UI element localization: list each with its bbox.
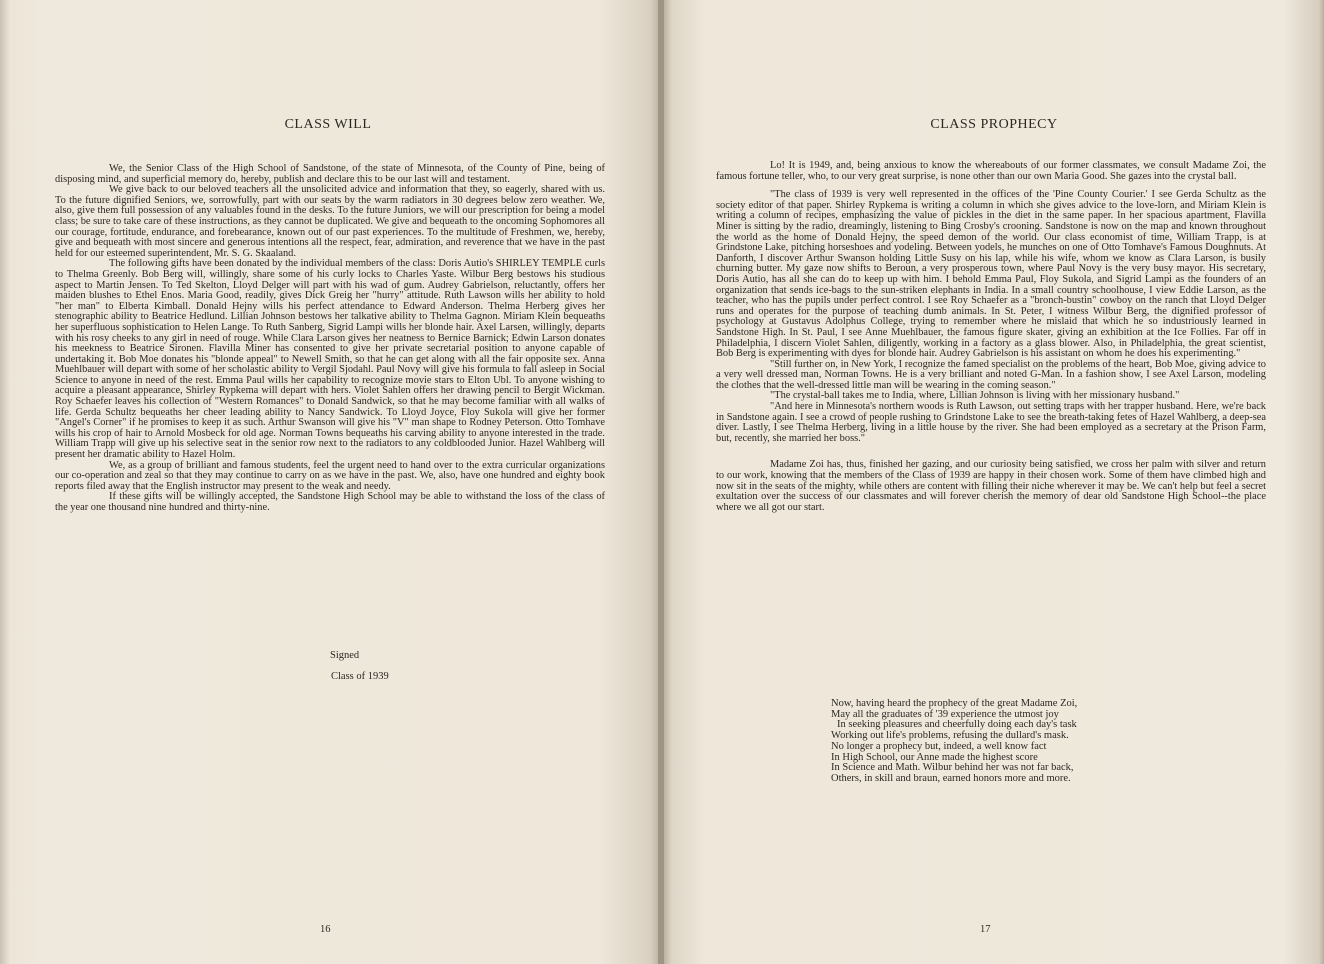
page-number: 16 [320, 924, 331, 935]
paragraph: We, the Senior Class of the High School of Sandstone, of the state of Minnesota, of the County of Pine, being of disposing mind, and superficial memory do, hereby, publish and declare this to be our last will and testament. [55, 163, 605, 185]
paragraph: "The class of 1939 is very well represented in the offices of the 'Pine County Courier.' I see Gerda Schultz as the society editor of that paper. Shirley Rypkema is writing a column in which she gives advice to the love-lorn, and Miriam Klein is writing a column of recipes, emphasizing the value of pickles in the diet in the same paper. In her spacious apartment, Flavilla Miner is sitting by the radio, dreamingly, listening to Bing Crosby's crooning. Sandstone is now on the map and known throughout the world as the home of Donald Hejny, the speed demon of the world. Our class economist of time, William Trapp, is at Grindstone Lake, pitching horseshoes and yodeling. Between yodels, he munches on one of Otto Tomhave's Famous Doughnuts. At Danforth, I discover Arthur Swanson holding Little Susy on his lap, while his wife, whom we know as Clara Larson, is busily churning butter. My gaze now shifts to Beroun, a very prosperous town, where Paul Novy is the very busy mayor. His secretary, Doris Autio, has all she can do to keep up with him. I behold Emma Paul, Floy Sukola, and Sigrid Lampi as the founders of an organization that sends ice-bags to the sun-striken elephants in India. In a small country schoolhouse, I view Eddie Larson, as the teacher, who has the pupils under perfect control. I see Roy Schaefer as a "bronch-bustin" cowboy on the ranch that Lloyd Delger runs and operates for the purpose of teaching dumb animals. In St. Peter, I witness Wilbur Berg, the dignified professor of psychology at Gustavus Adolphus College, trying to remember where he mislaid that which he so industriously learned in Sandstone High. In St. Paul, I see Anne Muehlbauer, the famous figure skater, giving an exhibition at the Ice Follies. Far off in Philadelphia, I discern Violet Sahlen, diligently, working in a factory as a glass blower. Also, in Philadelphia, the great scientist, Bob Berg is experimenting with dyes for blonde hair. Audrey Gabrielson is his assistant on whom he does his experimenting." [716, 189, 1266, 360]
paragraph: "The crystal-ball takes me to India, where, Lillian Johnson is living with her missionary husband." [770, 390, 1180, 402]
poem-line: May all the graduates of '39 experience the utmost joy [831, 708, 1059, 720]
poem-line: Now, having heard the prophecy of the great Madame Zoi, [831, 698, 1078, 709]
paragraph: The following gifts have been donated by the individual members of the class: Doris Autio's SHIRLEY TEMPLE curls to Thelma Greenly. Bob Berg will, willingly, share some of his curly locks to Charles Yaste. Wilbur Berg bestows his studious aspect to Martin Jensen. To Ted Skelton, Lloyd Delger will part with his wad of gum. Audrey Gabrielson, reluctantly, offers her maiden blushes to Ethel Enos. Maria Good, readily, gives Dick Greig her "hurry" attitude. Ruth Lawson wills her ability to hold "her man" to Elberta Kimball. Donald Hejny wills his perfect attendance to Edward Anderson. Thelma Herberg gives her stenographic ability to Beatrice Hedlund. Lillian Johnson bestows her talkative ability to Thelma Gagnon. Miriam Klein bequeaths her superfluous sophistication to Helen Lange. To Ruth Sanberg, Sigrid Lampi wills her blonde hair. Axel Larsen, willingly, departs with his rosy cheeks to any girl in need of rouge. While Clara Larson gives her neatness to Bernice Barnick; Edwin Larson donates his meekness to Beatrice Sironen. Flavilla Miner has consented to give her private secretarial position to anyone capable of undertaking it. Bob Moe donates his "blonde appeal" to Newell Smith, so that he can get along with all the fair opposite sex. Anna Muehlbauer will depart with some of her scholastic ability to Vergil Sjodahl. Paul Novy will give his formula to fall asleep in Social Science to anyone in need of the rest. Emma Paul wills her capability to recognize movie stars to Elton Ubl. To anyone wishing to acquire a pleasant appearance, Shirley Rypkema will depart with hers. Violet Sahlen offers her drawing pencil to Bergit Wickman. Roy Schaefer leaves his collection of "Western Romances" to Donald Sandwick, so that he may become familiar with all walks of life. Gerda Schultz bequeaths her cheer leading ability to Nancy Sandwick. To Lloyd Joyce, Floy Sukola will give her former "Angel's Corner" if he promises to keep it as such. Arthur Swanson will give his "V" man shape to Rodney Peterson. Otto Tomhave wills his crop of hair to Arnold Mosbeck for old age. Norman Towns bequeaths his carving ability to anyone interested in the trade. William Trapp will give up his selective seat in the senior row next to the radiators to any coldblooded Junior. Hazel Wahlberg will present her dramatic ability to Hazel Holm. [55, 258, 605, 461]
signed-label: Signed [330, 650, 360, 661]
poem-line: Others, in skill and braun, earned honors more and more. [831, 772, 1071, 784]
class-prophecy-text [716, 161, 1266, 513]
poem-line: In seeking pleasures and cheerfully doing each day's task [837, 719, 1077, 731]
paragraph: "And here in Minnesota's northern woods is Ruth Lawson, out setting traps with her trapper husband. Here, we're back in Sandstone again. I see a crowd of people rushing to Grindstone Lake to see the breath-taking fetes of Hazel Wahlberg, a deep-sea diver. Lastly, I see Thelma Herberg, living in a little house by the river. She had been employed as a secretary at the Prison Farm, but, recently, she married her boss." [716, 401, 1266, 444]
page-title: CLASS WILL [284, 117, 372, 132]
paragraph: We, as a group of brilliant and famous students, feel the urgent need to hand over to the extra curricular organizations our co-operation and zeal so that they may continue to carry on as we have in the past. We, also, have one hundred and eighty book reports filed away that the English instructor may present to the weak and needy. [55, 459, 605, 492]
class-will-text [55, 164, 605, 514]
page-title: CLASS PROPHECY [930, 117, 1058, 132]
left-page [0, 0, 660, 964]
paragraph: Madame Zoi has, thus, finished her gazing, and our curiosity being satisfied, we cross her palm with silver and return to our work, knowing that the members of the Class of 1939 are happy in their chosen work. Some of them have climbed high and now sit in the seats of the mighty, while others are content with filling their niche wherever it may be. We can't help but feel a secret exultation over the success of our classmates and will forever cherish the memory of dear old Sandstone High School--the place where we all got our start. [716, 459, 1266, 513]
paragraph: If these gifts will be willingly accepted, the Sandstone High School may be able to withstand the loss of the class of the year one thousand nine hundred and thirty-nine. [55, 491, 605, 513]
paragraph: We give back to our beloved teachers all the unsolicited advice and information that they, so eagerly, shared with us. To the future dignified Seniors, we, sorrowfully, part with our seats by the warm radiators in 30 degrees below zero weather. We, also, give them full possession of any valuables found in the desks. To the future Juniors, we will our prescription for being a model class; be sure to take care of these instructions, as they cannot be duplicated. We give and bequeath to the oncoming Sophomores all our courage, fortitude, endurance, and forebearance, known out of our past experiences. To the multitude of Freshmen, we, hereby, give and bequeath with most sincere and generous intentions all the respect, fear, admiration, and reverence that we have in the past held for our esteemed superintendent, Mr. S. G. Skaaland. [55, 184, 605, 259]
poem-line: No longer a prophecy but, indeed, a well know fact [831, 740, 1047, 752]
page-number: 17 [980, 924, 991, 935]
poem-line: Working out life's problems, refusing the dullard's mask. [831, 730, 1069, 742]
right-page [664, 0, 1324, 964]
class-signature: Class of 1939 [331, 671, 389, 682]
poem-line: In High School, our Anne made the highest score [831, 751, 1038, 763]
paragraph: "Still further on, in New York, I recognize the famed specialist on the problems of the heart, Bob Moe, giving advice to a very well dressed man, Norman Towns. He is a very brilliant and noted G-Man. In a fashion show, I see Axel Larson, modeling the clothes that the well-dressed little man will be wearing in the coming season." [716, 358, 1266, 391]
paragraph: Lo! It is 1949, and, being anxious to know the whereabouts of our former classmates, we consult Madame Zoi, the famous fortune teller, who, to our very great surprise, is none other than our own Maria Good. She gazes into the crystal ball. [716, 160, 1266, 182]
poem-line: In Science and Math. Wilbur behind her was not far back, [831, 762, 1074, 774]
closing-poem [831, 699, 1077, 785]
